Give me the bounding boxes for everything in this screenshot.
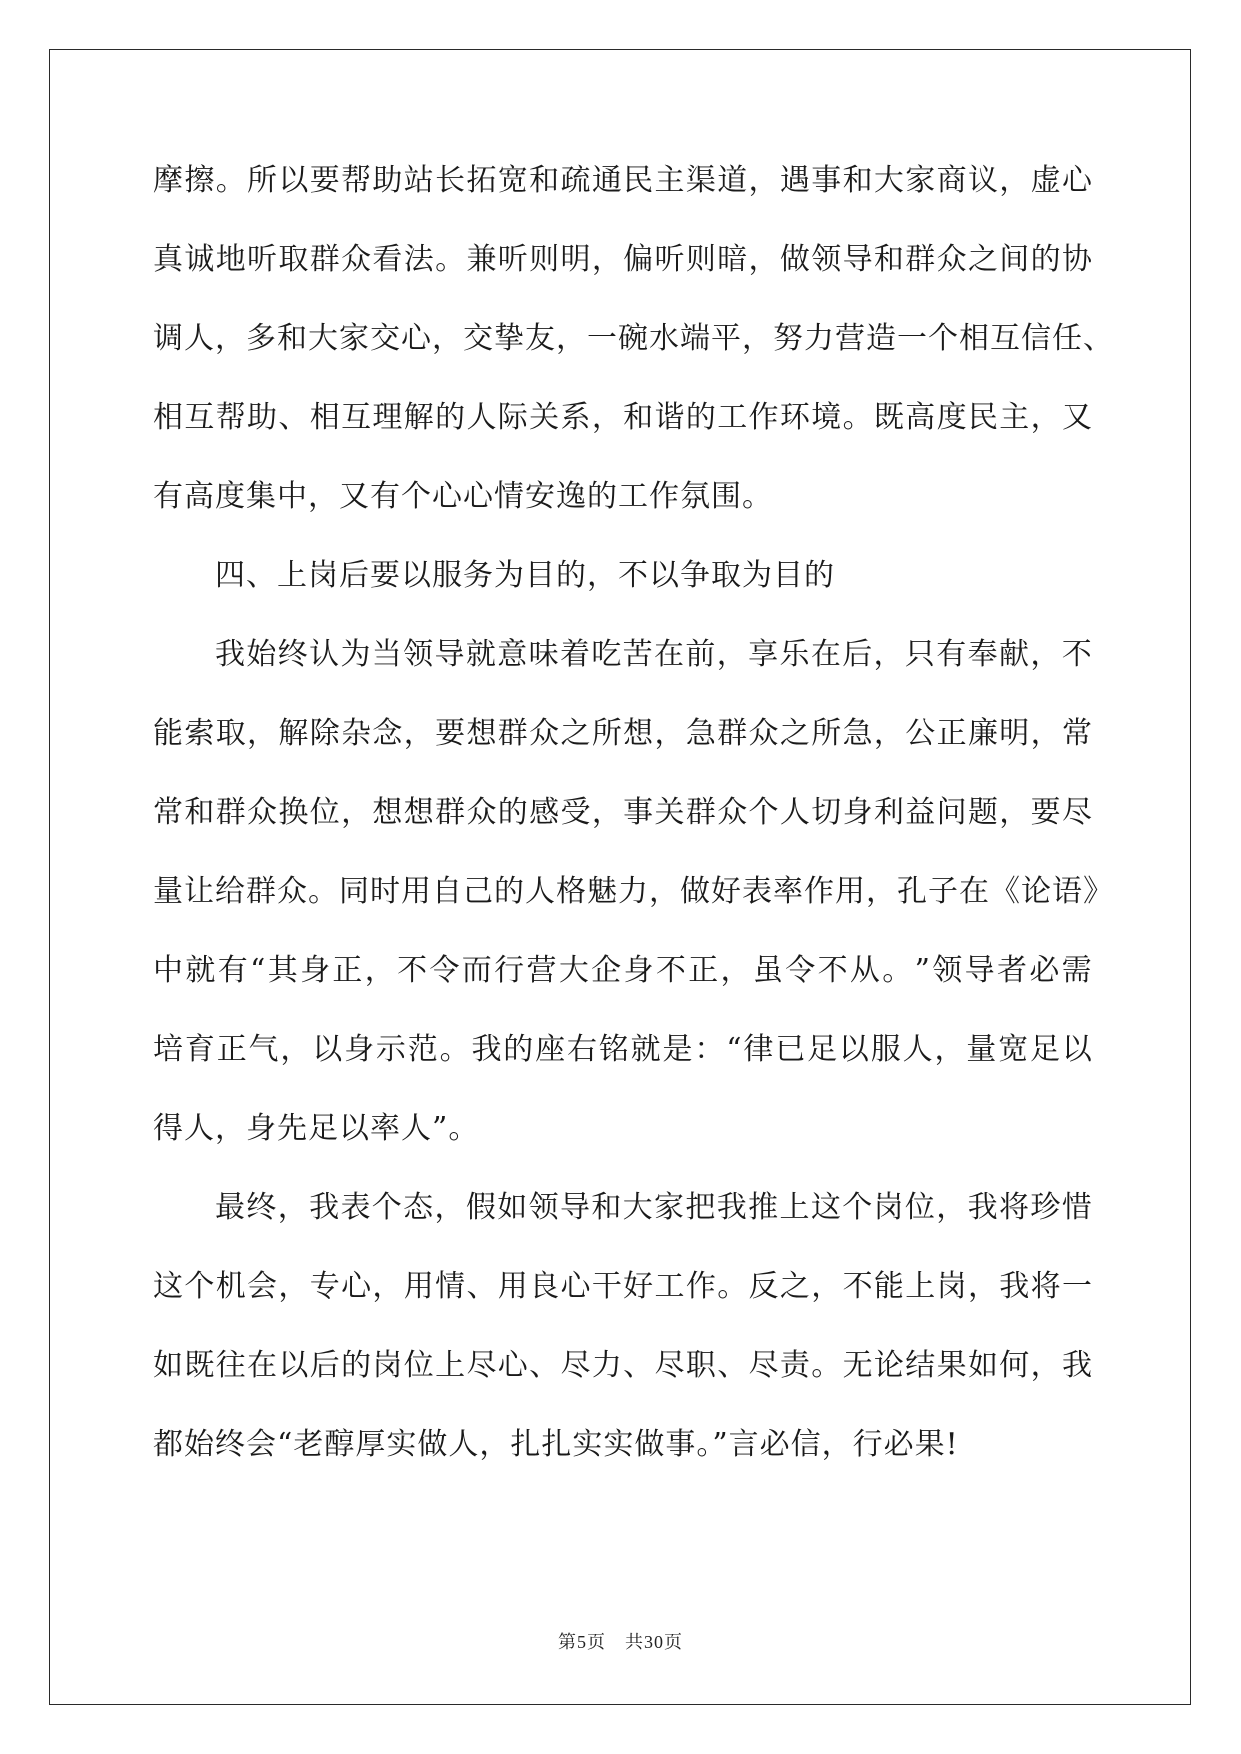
text-line: 中 就 有 “ 其 身 正 ， 不 令 而 行 营 大 企 身 不 正 ， 虽 令 不 从 。 ” 领 导 者 必 需 xyxy=(153,953,1093,988)
text-line: 常 和 群 众 换 位 ， 想 想 群 众 的 感 受 ， 事 关 群 众 个 人 切 身 利 益 问 题 ， 要 尽 xyxy=(153,795,1093,830)
text-line: 如 既 往 在 以 后 的 岗 位 上 尽 心 、 尽 力 、 尽 职 、 尽 责 。 无 论 结 果 如 何 ， 我 xyxy=(153,1348,1093,1383)
page-number: 5 xyxy=(577,1632,587,1652)
text-line: 真 诚 地 听 取 群 众 看 法 。 兼 听 则 明 ， 偏 听 则 暗 ， 做 领 导 和 群 众 之 间 的 协 xyxy=(153,242,1093,277)
total-suffix: 页 xyxy=(664,1632,683,1653)
text-line: 相 互 帮 助 、 相 互 理 解 的 人 际 关 系 ， 和 谐 的 工 作 环 境 。 既 高 度 民 主 ， 又 xyxy=(153,400,1093,435)
page-suffix: 页 xyxy=(587,1632,606,1653)
text-line: 培 育 正 气 ， 以 身 示 范 。 我 的 座 右 铭 就 是 ： “ 律 已 足 以 服 人 ， 量 宽 足 以 xyxy=(153,1032,1093,1067)
text-line: 有高度集中，又有个心心情安逸的工作氛围。 xyxy=(153,479,773,514)
document-body xyxy=(153,160,1114,1503)
total-prefix: 共 xyxy=(625,1632,644,1653)
text-line: 最 终 ， 我 表 个 态 ， 假 如 领 导 和 大 家 把 我 推 上 这 个 岗 位 ， 我 将 珍 惜 xyxy=(215,1190,1093,1225)
text-line: 这 个 机 会 ， 专 心 ， 用 情 、 用 良 心 干 好 工 作 。 反 之 ， 不 能 上 岗 ， 我 将 一 xyxy=(153,1269,1093,1304)
text-line: 得人，身先足以率人”。 xyxy=(153,1111,480,1146)
page-footer xyxy=(0,1628,1241,1654)
text-line: 量 让 给 群 众 。 同 时 用 自 己 的 人 格 魅 力 ， 做 好 表 率 作 用 ， 孔 子 在 《 论 语 》 xyxy=(153,874,1114,909)
text-line: 都始终会“老醇厚实做人，扎扎实实做事。”言必信，行必果! xyxy=(153,1427,959,1462)
section-heading: 四、上岗后要以服务为目的，不以争取为目的 xyxy=(215,558,835,593)
total-pages: 30 xyxy=(644,1632,664,1652)
text-line: 能 索 取 ， 解 除 杂 念 ， 要 想 群 众 之 所 想 ， 急 群 众 之 所 急 ， 公 正 廉 明 ， 常 xyxy=(153,716,1093,751)
text-line: 摩 擦 。 所 以 要 帮 助 站 长 拓 宽 和 疏 通 民 主 渠 道 ， 遇 事 和 大 家 商 议 ， 虚 心 xyxy=(153,163,1093,198)
page-prefix: 第 xyxy=(558,1632,577,1653)
text-line: 调 人 ， 多 和 大 家 交 心 ， 交 挚 友 ， 一 碗 水 端 平 ， 努 力 营 造 一 个 相 互 信 任 、 xyxy=(153,321,1114,356)
text-line: 我 始 终 认 为 当 领 导 就 意 味 着 吃 苦 在 前 ， 享 乐 在 后 ， 只 有 奉 献 ， 不 xyxy=(215,637,1093,672)
